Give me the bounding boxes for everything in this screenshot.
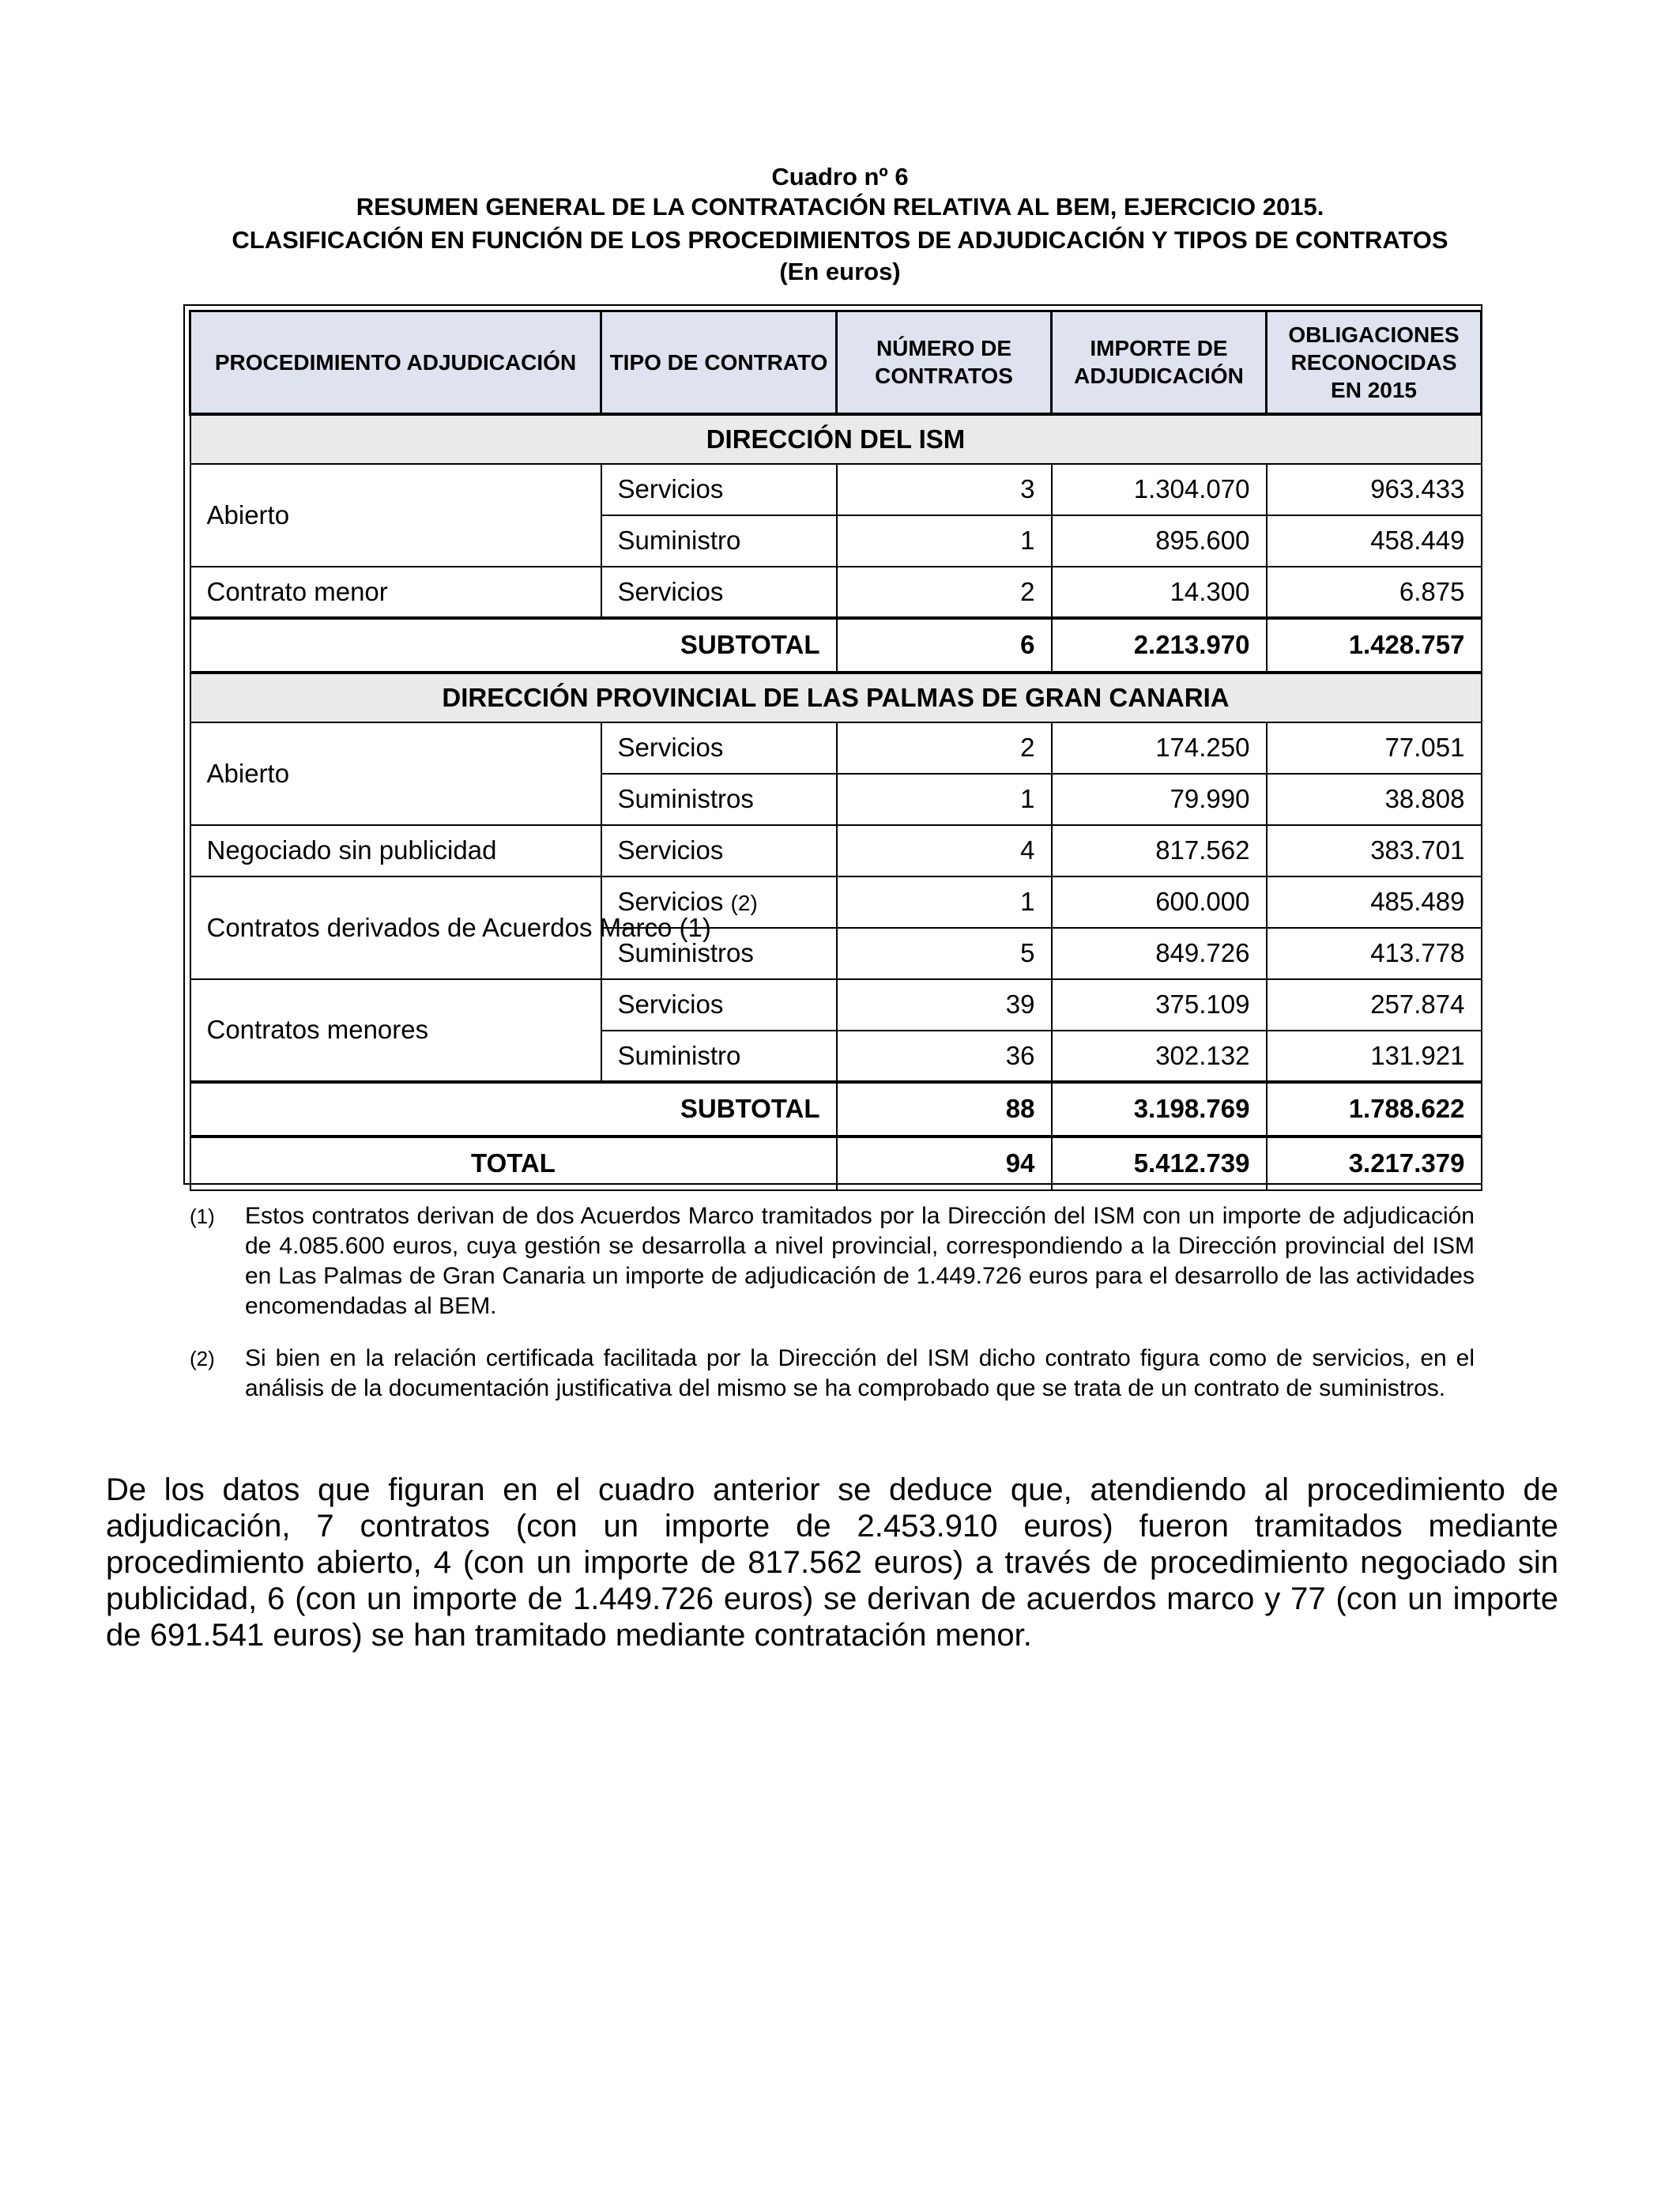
type-cell: Servicios: [601, 722, 837, 774]
count-cell: 1: [837, 774, 1052, 825]
obligations-cell: 383.701: [1267, 825, 1482, 876]
count-cell: 36: [837, 1031, 1052, 1082]
count-cell: 5: [837, 928, 1052, 979]
amount-cell: 14.300: [1052, 567, 1267, 618]
obligations-cell: 485.489: [1267, 876, 1482, 928]
subtotal-label: SUBTOTAL: [190, 618, 837, 673]
procedure-cell: Abierto: [190, 722, 601, 825]
obligations-cell: 77.051: [1267, 722, 1482, 774]
obligations-cell: 963.433: [1267, 464, 1482, 515]
table-subtitle: CLASIFICACIÓN EN FUNCIÓN DE LOS PROCEDIMIENTOS DE ADJUDICACIÓN Y TIPOS DE CONTRATOS: [232, 226, 1448, 254]
footnote-mark: (2): [190, 1347, 215, 1370]
obligations-cell: 131.921: [1267, 1031, 1482, 1082]
procedure-cell: Abierto: [190, 464, 601, 567]
footnote-mark: (1): [190, 1204, 215, 1228]
section-header-row: [190, 673, 1482, 722]
type-cell: Suministro: [601, 1031, 837, 1082]
table-title: RESUMEN GENERAL DE LA CONTRATACIÓN RELATIVA AL BEM, EJERCICIO 2015.: [356, 193, 1324, 221]
total-label: TOTAL: [190, 1137, 837, 1190]
amount-cell: 174.250: [1052, 722, 1267, 774]
header-procedimiento: PROCEDIMIENTO ADJUDICACIÓN: [190, 311, 601, 414]
type-text: Servicios: [617, 887, 724, 916]
table-row: [190, 722, 1482, 774]
procedure-cell: Contratos derivados de Acuerdos Marco (1): [190, 876, 601, 979]
obligations-cell: 257.874: [1267, 979, 1482, 1031]
amount-cell: 1.304.070: [1052, 464, 1267, 515]
table-row: [190, 825, 1482, 876]
header-obligaciones: OBLIGACIONES RECONOCIDAS EN 2015: [1267, 311, 1482, 414]
table-row: [190, 876, 1482, 928]
count-cell: 1: [837, 876, 1052, 928]
subtotal-amount: 2.213.970: [1052, 618, 1267, 673]
count-cell: 2: [837, 722, 1052, 774]
count-cell: 1: [837, 515, 1052, 567]
subtotal-row: [190, 1082, 1482, 1137]
header-numero: NÚMERO DE CONTRATOS: [837, 311, 1052, 414]
section-title: DIRECCIÓN PROVINCIAL DE LAS PALMAS DE GRAN CANARIA: [190, 673, 1482, 722]
amount-cell: 79.990: [1052, 774, 1267, 825]
footnote-1: [190, 1201, 1475, 1321]
amount-cell: 895.600: [1052, 515, 1267, 567]
table-header-row: [190, 311, 1482, 414]
type-cell: Servicios: [601, 825, 837, 876]
count-cell: 4: [837, 825, 1052, 876]
type-cell: Suministros: [601, 774, 837, 825]
obligations-cell: 413.778: [1267, 928, 1482, 979]
footnote-ref: (2): [730, 891, 758, 915]
section-title: DIRECCIÓN DEL ISM: [190, 414, 1482, 464]
type-cell: Suministro: [601, 515, 837, 567]
total-obligations: 3.217.379: [1267, 1137, 1482, 1190]
contracts-table-frame: [183, 304, 1482, 1185]
table-number: Cuadro nº 6: [771, 163, 909, 190]
amount-cell: 817.562: [1052, 825, 1267, 876]
table-row: [190, 567, 1482, 618]
table-row: [190, 464, 1482, 515]
table-row: [190, 979, 1482, 1031]
body-paragraph: De los datos que figuran en el cuadro anterior se deduce que, atendiendo al procedimiento de adjudicación, 7 contratos (con un importe de 2.453.910 euros) fueron tramitados mediante procedimiento abierto, 4 (con un importe de 817.562 euros) a través de procedimiento negociado sin publicidad, 6 (con un importe de 1.449.726 euros) se derivan de acuerdos marco y 77 (con un importe de 691.541 euros) se han tramitado mediante contratación menor.: [106, 1472, 1558, 1653]
footnote-text: Si bien en la relación certificada facilitada por la Dirección del ISM dicho contrato figura como de servicios, en el análisis de la documentación justificativa del mismo se ha comprobado que se trata de un contrato de suministros.: [245, 1345, 1475, 1401]
total-row: [190, 1137, 1482, 1190]
type-cell: Suministros: [601, 928, 837, 979]
subtotal-row: [190, 618, 1482, 673]
header-importe: IMPORTE DE ADJUDICACIÓN: [1052, 311, 1267, 414]
footnote-2: [190, 1344, 1475, 1404]
subtotal-obligations: 1.428.757: [1267, 618, 1482, 673]
section-header-row: [190, 414, 1482, 464]
procedure-cell: Negociado sin publicidad: [190, 825, 601, 876]
total-count: 94: [837, 1137, 1052, 1190]
subtotal-amount: 3.198.769: [1052, 1082, 1267, 1137]
table-units: (En euros): [779, 258, 901, 285]
amount-cell: 302.132: [1052, 1031, 1267, 1082]
obligations-cell: 6.875: [1267, 567, 1482, 618]
type-cell: Servicios: [601, 464, 837, 515]
count-cell: 3: [837, 464, 1052, 515]
header-tipo: TIPO DE CONTRATO: [601, 311, 837, 414]
total-amount: 5.412.739: [1052, 1137, 1267, 1190]
subtotal-obligations: 1.788.622: [1267, 1082, 1482, 1137]
amount-cell: 375.109: [1052, 979, 1267, 1031]
amount-cell: 600.000: [1052, 876, 1267, 928]
subtotal-count: 6: [837, 618, 1052, 673]
obligations-cell: 38.808: [1267, 774, 1482, 825]
amount-cell: 849.726: [1052, 928, 1267, 979]
type-cell: Servicios: [601, 979, 837, 1031]
footnote-text: Estos contratos derivan de dos Acuerdos Marco tramitados por la Dirección del ISM con un importe de adjudicación de 4.085.600 euros, cuya gestión se desarrolla a nivel provincial, correspondiendo a la Dirección provincial del ISM en Las Palmas de Gran Canaria un importe de adjudicación de 1.449.726 euros para el desarrollo de las actividades encomendadas al BEM.: [245, 1203, 1475, 1319]
subtotal-label: SUBTOTAL: [190, 1082, 837, 1137]
obligations-cell: 458.449: [1267, 515, 1482, 567]
count-cell: 39: [837, 979, 1052, 1031]
procedure-cell: Contratos menores: [190, 979, 601, 1082]
contracts-table: [189, 310, 1482, 1191]
procedure-cell: Contrato menor: [190, 567, 601, 618]
type-cell: Servicios: [601, 567, 837, 618]
count-cell: 2: [837, 567, 1052, 618]
subtotal-count: 88: [837, 1082, 1052, 1137]
